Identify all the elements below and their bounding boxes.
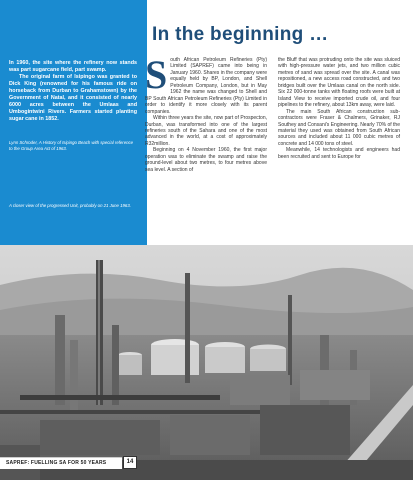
article-column-1 [145,52,267,173]
article-text: outh African Petroleum Refineries (Pty) Limited (SAPREF) came into being in January 1960. Shares in the company were equally held by BP, London, and Shell Petroleum Company, London, but in May 1962 the name was changed to Shell and BP South African Petroleum Refineries (Pty) Limited in order to identify it more closely with its parent companies. [145,57,267,115]
photo-caption: A closer view of the progressed Unit, probably on 21 June 1963. [9,203,131,208]
sidebar-intro-p1: In 1960, the site where the refinery now stands was part sugarcane field, part swamp. [9,60,137,73]
page-number: 14 [123,456,137,469]
footer-label: SAPREF: FUELLING SA FOR 50 YEARS [6,460,107,466]
sidebar-panel [0,0,147,250]
article-paragraph: the Bluff that was protruding onto the site was sluiced with high-pressure water jets, and two million cubic metres of sand was spread over the site. A canal was repositioned, a new access road constructed, and two bridges built over the Umlaas canal on the north side. Six 22 000-tonne tanks with floating roofs were built at Island View to receive imported crude oil, and four pipelines to the refinery, about 13km away, were laid. [278,57,400,109]
article-paragraph [145,52,267,115]
sidebar-source-credit: Lynn Schroder, A History of Isipingo Beach with special reference to the Group Area Act of 1963. [9,140,134,151]
article-column-2 [278,57,400,160]
sidebar-intro-p2: The original farm of Isipingo was granted to Dick King (renowned for his famous ride on horseback from Durban to Grahamstown) by the Government of Natal, and it consisted of nearly 6000 acres between the Umlaas and Umbogintwini Rivers. Farmers started planting sugar cane in 1852. [9,74,137,122]
drop-cap: S [145,52,168,97]
refinery-photo-illustration [0,245,413,480]
article-paragraph: The main South African construction sub-contractors were Fraser & Chalmers, Grinaker, RJ Southey and Consani's Engineering. Nearly 70% of the material they used was obtained from South African sources and included about 11 000 cubic metres of concrete and 14 000 tons of steel. [278,108,400,147]
footer-bar [0,457,122,469]
page-title: In the beginning … [152,24,329,45]
sidebar-intro [9,60,137,123]
refinery-photo [0,245,413,480]
article-paragraph: Beginning on 4 November 1960, the first major operation was to eliminate the swamp and raise the ground-level about two metres, to four metres above sea level. A section of [145,147,267,173]
article-paragraph: Within three years the site, now part of Prospecton, Durban, was transformed into one of the largest refineries south of the Sahara and one of the most advanced in the world, at a cost of approximately R32million. [145,115,267,147]
article-paragraph: Meanwhile, 14 technologists and engineers had been recruited and sent to Europe for [278,147,400,160]
